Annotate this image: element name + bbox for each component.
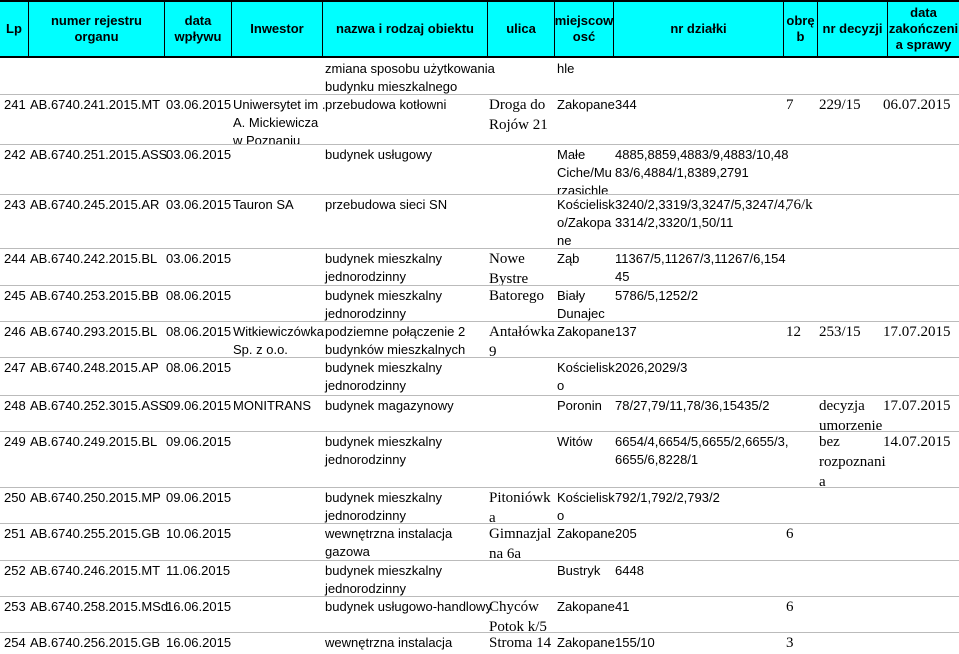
cell-miejsc: Witów bbox=[557, 434, 593, 449]
cell-lp: 252 bbox=[4, 563, 26, 578]
cell-lp: 246 bbox=[4, 324, 26, 339]
cell-ulica: Chyców Potok k/5 bbox=[489, 599, 547, 635]
row-divider bbox=[0, 560, 959, 561]
cell-nr: AB.6740.246.2015.MT bbox=[30, 563, 161, 578]
cell-decyzja: bez rozpoznani a bbox=[819, 434, 886, 490]
header-data-zakonczenia: data zakończeni a sprawy bbox=[887, 2, 959, 56]
cell-miejsc: Biały Dunajec bbox=[557, 288, 605, 321]
header-obreb: obrę b bbox=[783, 2, 817, 56]
row-divider bbox=[0, 632, 959, 633]
cell-nr: AB.6740.258.2015.MSd bbox=[30, 599, 169, 614]
cell-lp: 244 bbox=[4, 251, 26, 266]
cell-data: 10.06.2015 bbox=[166, 526, 232, 541]
table-header bbox=[0, 0, 959, 58]
cell-obreb: 7 bbox=[786, 97, 794, 113]
cell-zak: 17.07.2015 bbox=[883, 398, 951, 414]
header-nr-dzialki: nr działki bbox=[613, 2, 783, 56]
cell-data: 03.06.2015 bbox=[166, 251, 232, 266]
row-divider bbox=[0, 357, 959, 358]
cell-zak: 14.07.2015 bbox=[883, 434, 951, 450]
cell-dzialka: 792/1,792/2,793/2 bbox=[615, 490, 720, 505]
cell-ulica: Gimnazjal na 6a bbox=[489, 526, 552, 562]
cell-miejsc: Kościelisk o bbox=[557, 360, 615, 393]
cell-nazwa: budynek usługowo-handlowy bbox=[325, 599, 492, 614]
cell-nazwa: przebudowa sieci SN bbox=[325, 197, 448, 212]
cell-lp: 250 bbox=[4, 490, 26, 505]
cell-nr: AB.6740.241.2015.MT bbox=[30, 97, 161, 112]
cell-ulica: Pitoniówk a bbox=[489, 490, 551, 526]
cell-ulica: Droga do Rojów 21 bbox=[489, 97, 548, 133]
cell-lp: 245 bbox=[4, 288, 26, 303]
cell-dzialka: 137 bbox=[615, 324, 637, 339]
cell-dzialka: 11367/5,11267/3,11267/6,154 45 bbox=[615, 251, 786, 284]
cell-obreb: 3 bbox=[786, 635, 794, 651]
row-divider bbox=[0, 523, 959, 524]
cell-dzialka: 155/10 bbox=[615, 635, 655, 650]
row-divider bbox=[0, 285, 959, 286]
cell-ulica: Stroma 14 bbox=[489, 635, 552, 651]
cell-zak: 06.07.2015 bbox=[883, 97, 951, 113]
cell-nr: AB.6740.293.2015.BL bbox=[30, 324, 158, 339]
cell-miejsc: Ząb bbox=[557, 251, 580, 266]
header-nazwa: nazwa i rodzaj obiektu bbox=[322, 2, 487, 56]
cell-nr: AB.6740.250.2015.MP bbox=[30, 490, 161, 505]
cell-inwestor: MONITRANS bbox=[233, 398, 311, 413]
cell-decyzja: 229/15 bbox=[819, 97, 861, 113]
cell-nr: AB.6740.251.2015.ASS bbox=[30, 147, 168, 162]
cell-data: 09.06.2015 bbox=[166, 490, 232, 505]
cell-dzialka: 6448 bbox=[615, 563, 644, 578]
cell-data: 08.06.2015 bbox=[166, 324, 232, 339]
cell-nazwa: wewnętrzna instalacja bbox=[325, 635, 453, 650]
cell-miejsc: Bustryk bbox=[557, 563, 601, 578]
cell-dzialka: 4885,8859,4883/9,4883/10,48 83/6,4884/1,8389,2791 bbox=[615, 147, 789, 180]
cell-obreb: 12 bbox=[786, 324, 801, 340]
cell-lp: 253 bbox=[4, 599, 26, 614]
cell-decyzja: 253/15 bbox=[819, 324, 861, 340]
row-divider bbox=[0, 144, 959, 145]
cell-dzialka: 78/27,79/11,78/36,15435/2 bbox=[615, 398, 770, 413]
cell-lp: 251 bbox=[4, 526, 26, 541]
cell-lp: 241 bbox=[4, 97, 26, 112]
cell-nazwa: budynek mieszkalny jednorodzinny bbox=[325, 251, 443, 284]
cell-lp: 243 bbox=[4, 197, 26, 212]
cell-nazwa: budynek magazynowy bbox=[325, 398, 454, 413]
cell-nazwa: budynek mieszkalny jednorodzinny bbox=[325, 490, 443, 523]
cell-data: 16.06.2015 bbox=[166, 599, 232, 614]
cell-dzialka: 5786/5,1252/2 bbox=[615, 288, 699, 303]
row-divider bbox=[0, 487, 959, 488]
cell-lp: 248 bbox=[4, 398, 26, 413]
cell-dzialka: 344 bbox=[615, 97, 637, 112]
partial-row-miejscowosc: hle bbox=[557, 61, 575, 76]
cell-miejsc: Małe Ciche/Mu rzasichle bbox=[557, 147, 612, 198]
row-divider bbox=[0, 94, 959, 95]
cell-nr: AB.6740.242.2015.BL bbox=[30, 251, 158, 266]
cell-nr: AB.6740.245.2015.AR bbox=[30, 197, 160, 212]
cell-nazwa: budynek mieszkalny jednorodzinny bbox=[325, 360, 443, 393]
row-divider bbox=[0, 321, 959, 322]
row-divider bbox=[0, 431, 959, 432]
cell-lp: 242 bbox=[4, 147, 26, 162]
cell-data: 08.06.2015 bbox=[166, 288, 232, 303]
row-divider bbox=[0, 395, 959, 396]
cell-data: 03.06.2015 bbox=[166, 197, 232, 212]
row-divider bbox=[0, 194, 959, 195]
cell-miejsc: Zakopane bbox=[557, 635, 615, 650]
cell-dzialka: 3240/2,3319/3,3247/5,3247/4, 3314/2,3320/1,50/11 bbox=[615, 197, 789, 230]
partial-row-nazwa: zmiana sposobu użytkowania budynku mieszkalnego bbox=[325, 61, 495, 94]
cell-dzialka: 6654/4,6654/5,6655/2,6655/3, 6655/6,8228/1 bbox=[615, 434, 789, 467]
cell-nazwa: budynek mieszkalny jednorodzinny bbox=[325, 434, 443, 467]
cell-dzialka: 41 bbox=[615, 599, 630, 614]
cell-ulica: Nowe Bystre bbox=[489, 251, 529, 287]
cell-nazwa: budynek mieszkalny jednorodzinny bbox=[325, 563, 443, 596]
cell-nazwa: przebudowa kotłowni bbox=[325, 97, 447, 112]
cell-inwestor: Witkiewiczówka Sp. z o.o. bbox=[233, 324, 325, 357]
header-data-wplywu: data wpływu bbox=[164, 2, 231, 56]
cell-data: 09.06.2015 bbox=[166, 434, 232, 449]
header-lp: Lp bbox=[6, 21, 22, 36]
cell-zak: 17.07.2015 bbox=[883, 324, 951, 340]
cell-nr: AB.6740.255.2015.GB bbox=[30, 526, 161, 541]
header-miejscowosc: miejscow osć bbox=[554, 2, 613, 56]
cell-data: 03.06.2015 bbox=[166, 97, 232, 112]
cell-nr: AB.6740.248.2015.AP bbox=[30, 360, 159, 375]
cell-nr: AB.6740.249.2015.BL bbox=[30, 434, 158, 449]
cell-obreb: 6 bbox=[786, 526, 794, 542]
cell-miejsc: Kościelisk o bbox=[557, 490, 615, 523]
cell-miejsc: Poronin bbox=[557, 398, 602, 413]
header-nr-rejestru: numer rejestru organu bbox=[28, 2, 164, 56]
cell-nazwa: budynek usługowy bbox=[325, 147, 432, 162]
cell-obreb: 76/k bbox=[786, 197, 813, 213]
cell-nazwa: budynek mieszkalny jednorodzinny bbox=[325, 288, 443, 321]
cell-lp: 249 bbox=[4, 434, 26, 449]
cell-decyzja: decyzja umorzenie bbox=[819, 398, 883, 434]
row-divider bbox=[0, 596, 959, 597]
cell-miejsc: Zakopane bbox=[557, 599, 615, 614]
cell-ulica: Antałówka 9 bbox=[489, 324, 555, 360]
cell-data: 03.06.2015 bbox=[166, 147, 232, 162]
cell-lp: 254 bbox=[4, 635, 26, 650]
cell-miejsc: Kościelisk o/Zakopa ne bbox=[557, 197, 615, 248]
cell-data: 16.06.2015 bbox=[166, 635, 232, 650]
header-nr-decyzji: nr decyzji bbox=[817, 2, 887, 56]
cell-data: 11.06.2015 bbox=[166, 563, 231, 578]
cell-dzialka: 2026,2029/3 bbox=[615, 360, 688, 375]
cell-miejsc: Zakopane bbox=[557, 526, 615, 541]
cell-ulica: Batorego bbox=[489, 288, 544, 304]
cell-nazwa: wewnętrzna instalacja gazowa bbox=[325, 526, 453, 559]
cell-miejsc: Zakopane bbox=[557, 97, 615, 112]
cell-nazwa: podziemne połączenie 2 budynków mieszkalnych bbox=[325, 324, 466, 357]
cell-data: 08.06.2015 bbox=[166, 360, 232, 375]
header-inwestor: Inwestor bbox=[231, 2, 322, 56]
cell-nr: AB.6740.252.3015.ASS bbox=[30, 398, 168, 413]
cell-lp: 247 bbox=[4, 360, 26, 375]
header-ulica: ulica bbox=[487, 2, 554, 56]
cell-data: 09.06.2015 bbox=[166, 398, 232, 413]
cell-nr: AB.6740.253.2015.BB bbox=[30, 288, 159, 303]
cell-inwestor: Uniwersytet im . A. Mickiewicza w Poznaniu bbox=[233, 97, 326, 148]
cell-dzialka: 205 bbox=[615, 526, 637, 541]
cell-obreb: 6 bbox=[786, 599, 794, 615]
cell-miejsc: Zakopane bbox=[557, 324, 615, 339]
cell-inwestor: Tauron SA bbox=[233, 197, 294, 212]
row-divider bbox=[0, 248, 959, 249]
cell-nr: AB.6740.256.2015.GB bbox=[30, 635, 161, 650]
